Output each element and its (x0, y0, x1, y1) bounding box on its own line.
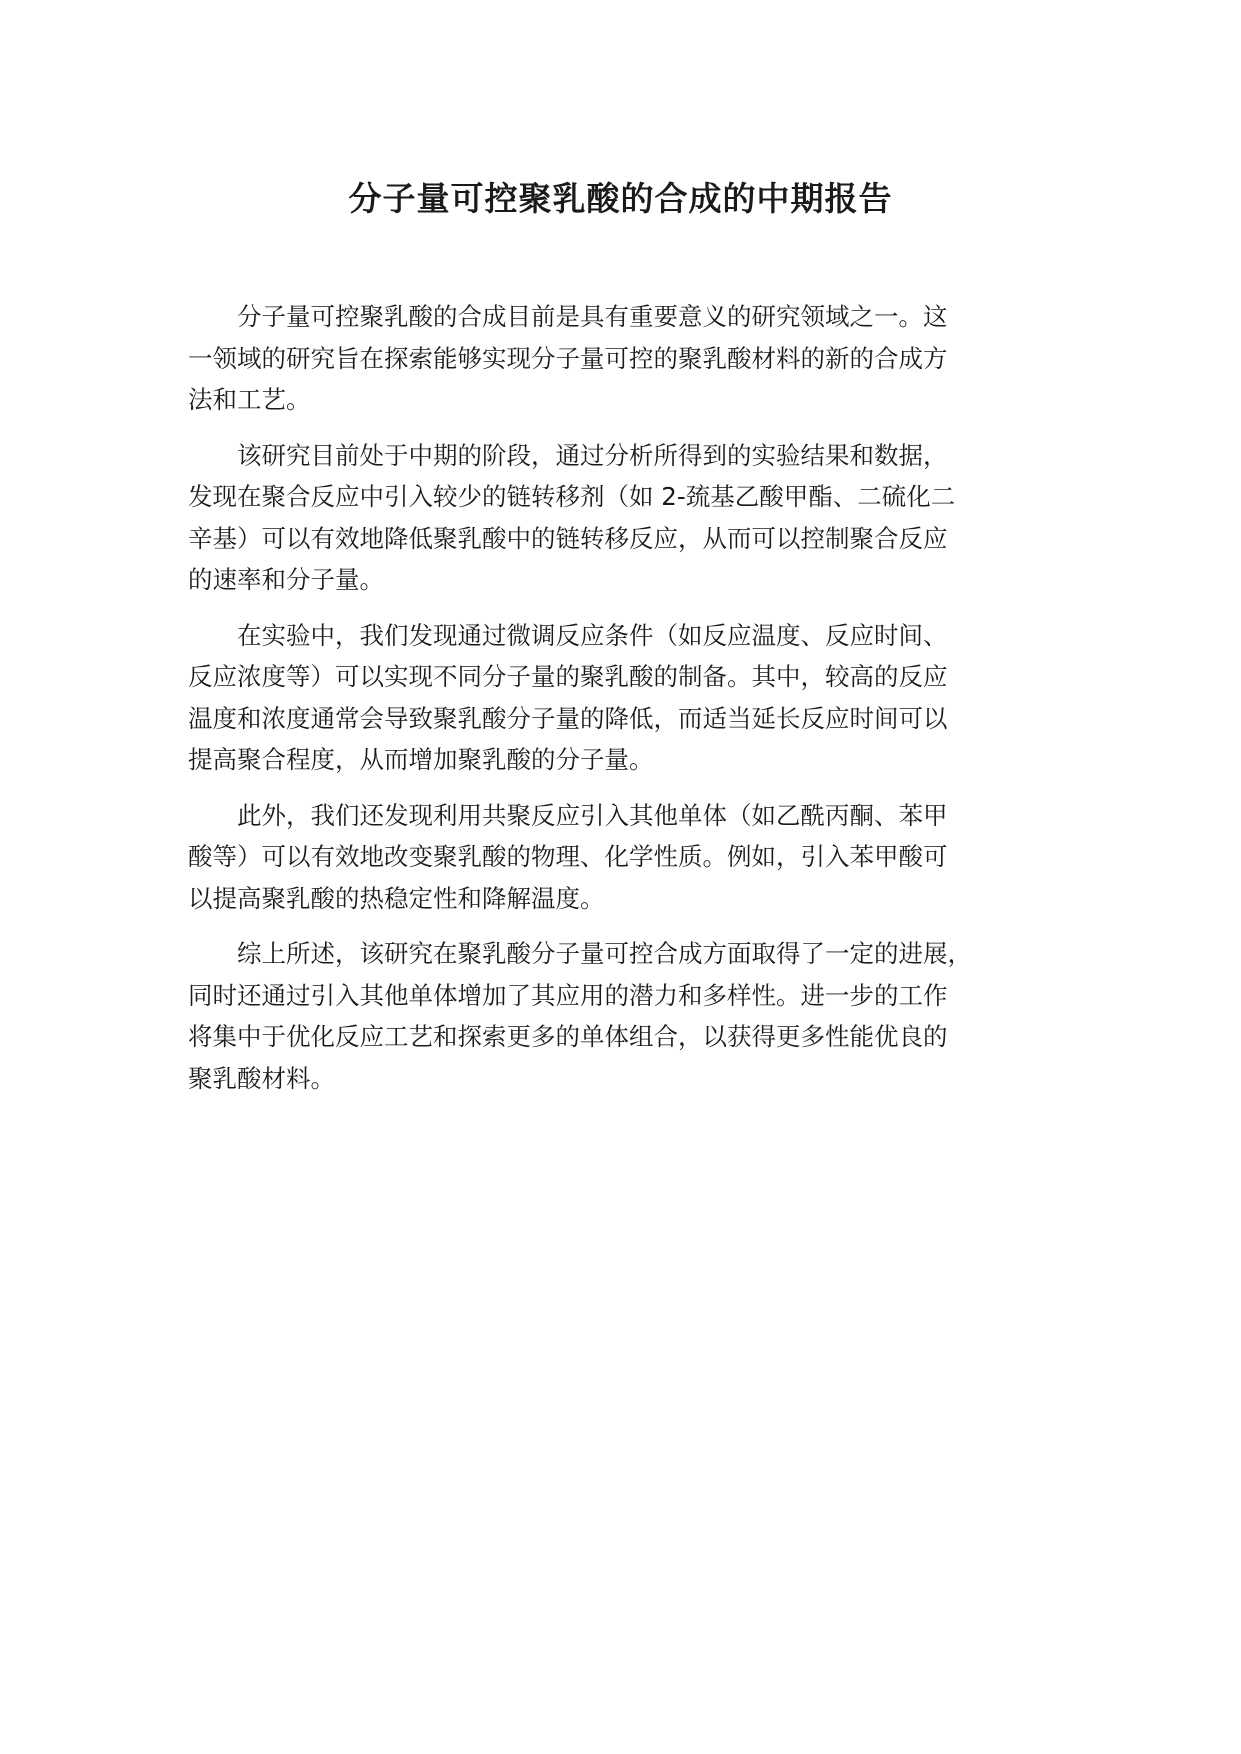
paragraph-line: 法和工艺。 (188, 385, 311, 414)
paragraph-line: 酸等）可以有效地改变聚乳酸的物理、化学性质。例如，引入苯甲酸可 (188, 842, 948, 871)
paragraph-line: 辛基）可以有效地降低聚乳酸中的链转移反应，从而可以控制聚合反应 (188, 523, 948, 553)
paragraph-3 (188, 615, 1048, 781)
paragraph-line: 提高聚合程度，从而增加聚乳酸的分子量。 (188, 745, 654, 774)
paragraph-5 (188, 933, 1048, 1099)
paragraph-line: 此外，我们还发现利用共聚反应引入其他单体（如乙酰丙酮、苯甲 (237, 800, 948, 830)
paragraph-line: 将集中于优化反应工艺和探索更多的单体组合，以获得更多性能优良的 (188, 1022, 948, 1051)
paragraph-line: 在实验中，我们发现通过微调反应条件（如反应温度、反应时间、 (237, 620, 948, 650)
paragraph-line: 该研究目前处于中期的阶段，通过分析所得到的实验结果和数据， (237, 440, 948, 470)
paragraph-line: 的速率和分子量。 (188, 565, 384, 594)
paragraph-line: 综上所述，该研究在聚乳酸分子量可控合成方面取得了一定的进展， (237, 939, 972, 968)
paragraph-line: 同时还通过引入其他单体增加了其应用的潜力和多样性。进一步的工作 (188, 980, 948, 1010)
paragraph-line: 反应浓度等）可以实现不同分子量的聚乳酸的制备。其中，较高的反应 (188, 662, 948, 691)
paragraph-line: 聚乳酸材料。 (188, 1063, 335, 1093)
document-title: 分子量可控聚乳酸的合成的中期报告 (348, 179, 893, 218)
paragraph-line: 分子量可控聚乳酸的合成目前是具有重要意义的研究领域之一。这 (237, 302, 948, 331)
paragraph-line: 以提高聚乳酸的热稳定性和降解温度。 (188, 883, 605, 913)
paragraph-line: 发现在聚合反应中引入较少的链转移剂（如 2-巯基乙酸甲酯、二硫化二 (188, 482, 956, 511)
document-body (188, 296, 1048, 1113)
paragraph-2 (188, 435, 1048, 601)
paragraph-line: 温度和浓度通常会导致聚乳酸分子量的降低，而适当延长反应时间可以 (188, 703, 948, 733)
paragraph-line: 一领域的研究旨在探索能够实现分子量可控的聚乳酸材料的新的合成方 (188, 343, 948, 373)
paragraph-4 (188, 795, 1048, 920)
paragraph-1 (188, 296, 1048, 421)
